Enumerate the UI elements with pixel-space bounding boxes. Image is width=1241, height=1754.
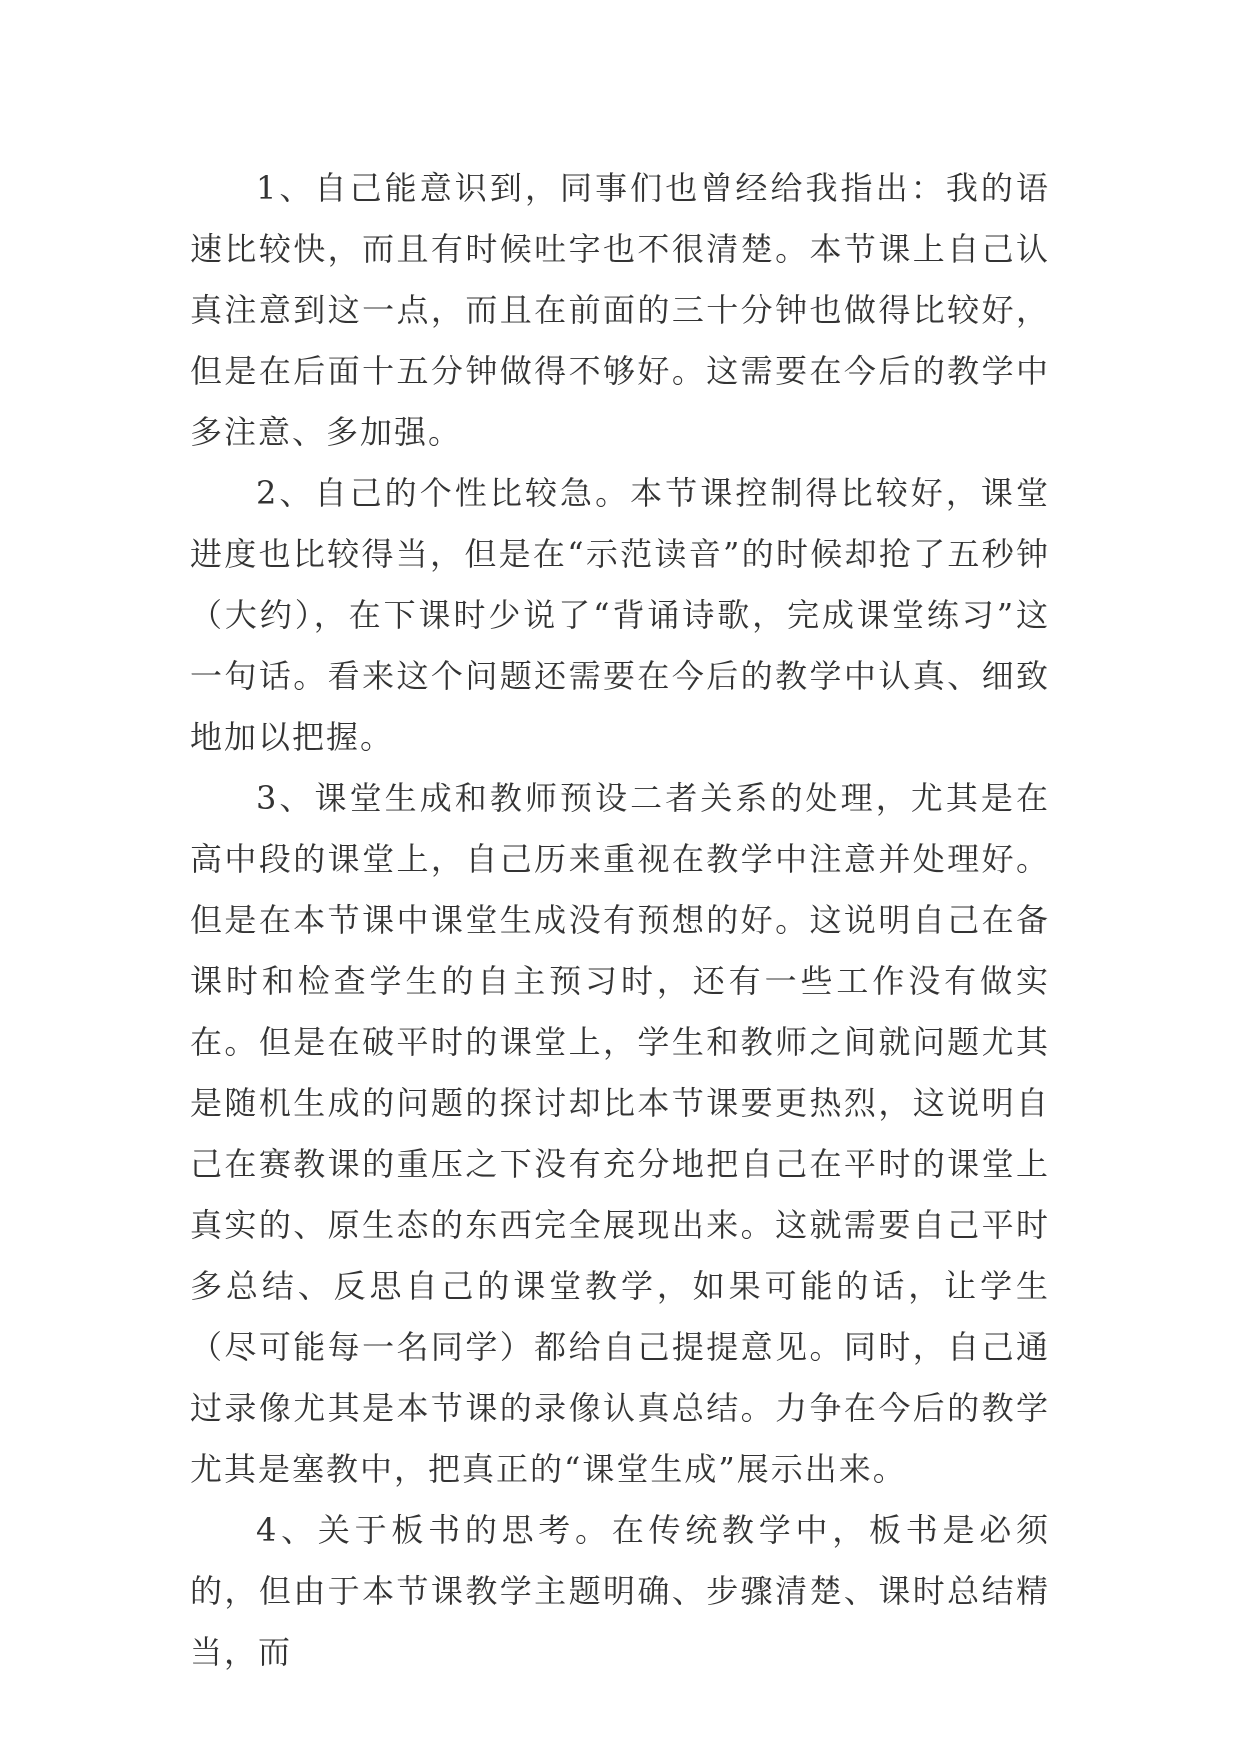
paragraph-2: 2、自己的个性比较急。本节课控制得比较好，课堂进度也比较得当，但是在“示范读音”的时候却抢了五秒钟（大约），在下课时少说了“背诵诗歌，完成课堂练习”这一句话。看来这个问题还需要在今后的教学中认真、细致地加以把握。 <box>190 474 1050 756</box>
paragraph-4: 4、关于板书的思考。在传统教学中，板书是必须的，但由于本节课教学主题明确、步骤清楚、课时总结精当，而 <box>190 1511 1050 1671</box>
document-body <box>190 158 1050 1683</box>
paragraph-3: 3、课堂生成和教师预设二者关系的处理，尤其是在高中段的课堂上，自己历来重视在教学中注意并处理好。但是在本节课中课堂生成没有预想的好。这说明自己在备课时和检查学生的自主预习时，还有一些工作没有做实在。但是在破平时的课堂上，学生和教师之间就问题尤其是随机生成的问题的探讨却比本节课要更热烈，这说明自己在赛教课的重压之下没有充分地把自己在平时的课堂上真实的、原生态的东西完全展现出来。这就需要自己平时多总结、反思自己的课堂教学，如果可能的话，让学生（尽可能每一名同学）都给自己提提意见。同时，自己通过录像尤其是本节课的录像认真总结。力争在今后的教学尤其是塞教中，把真正的“课堂生成”展示出来。 <box>190 779 1050 1488</box>
paragraph-1: 1、自己能意识到，同事们也曾经给我指出：我的语速比较快，而且有时候吐字也不很清楚。本节课上自己认真注意到这一点，而且在前面的三十分钟也做得比较好，但是在后面十五分钟做得不够好。这需要在今后的教学中多注意、多加强。 <box>190 169 1050 451</box>
